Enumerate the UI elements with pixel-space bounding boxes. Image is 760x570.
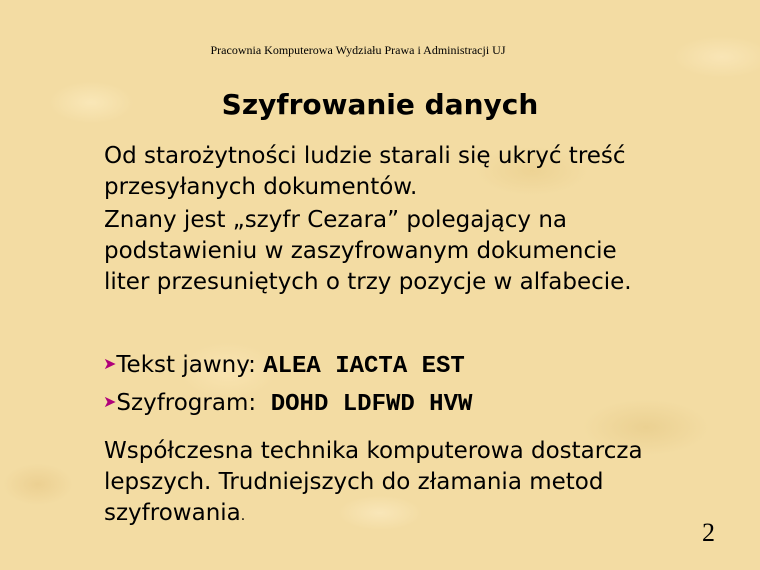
paragraph-caesar-cipher: Znany jest „szyfr Cezara” polegający na podstawieniu w zaszyfrowanym dokumencie liter przesuniętych o trzy pozycje w alfabecie.: [104, 207, 632, 295]
bullet-plaintext-value: ALEA IACTA EST: [263, 353, 465, 380]
bullet-plaintext-label: Tekst jawny:: [116, 352, 264, 378]
bullet-ciphertext-value: DOHD LDFWD HVW: [270, 391, 473, 418]
bullet-ciphertext: [103, 386, 472, 420]
paragraph-modern-techniques: [104, 436, 664, 532]
page-number: 2: [702, 518, 715, 547]
bullet-ciphertext-label: Szyfrogram:: [116, 390, 271, 416]
paragraph-modern-period: .: [240, 508, 246, 524]
slide-header: Pracownia Komputerowa Wydziału Prawa i Administracji UJ: [210, 43, 506, 57]
bullet-plaintext: [103, 348, 465, 382]
slide-title: Szyfrowanie danych: [221, 88, 539, 121]
arrowhead-bullet-icon: ➤: [103, 392, 117, 411]
paragraph-antiquity: Od starożytności ludzie starali się ukryć treść przesyłanych dokumentów.: [104, 143, 626, 200]
arrowhead-bullet-icon: ➤: [103, 354, 117, 373]
paragraph-modern-text: Współczesna technika komputerowa dostarcza lepszych. Trudniejszych do złamania metod szyfrowania: [104, 438, 643, 526]
